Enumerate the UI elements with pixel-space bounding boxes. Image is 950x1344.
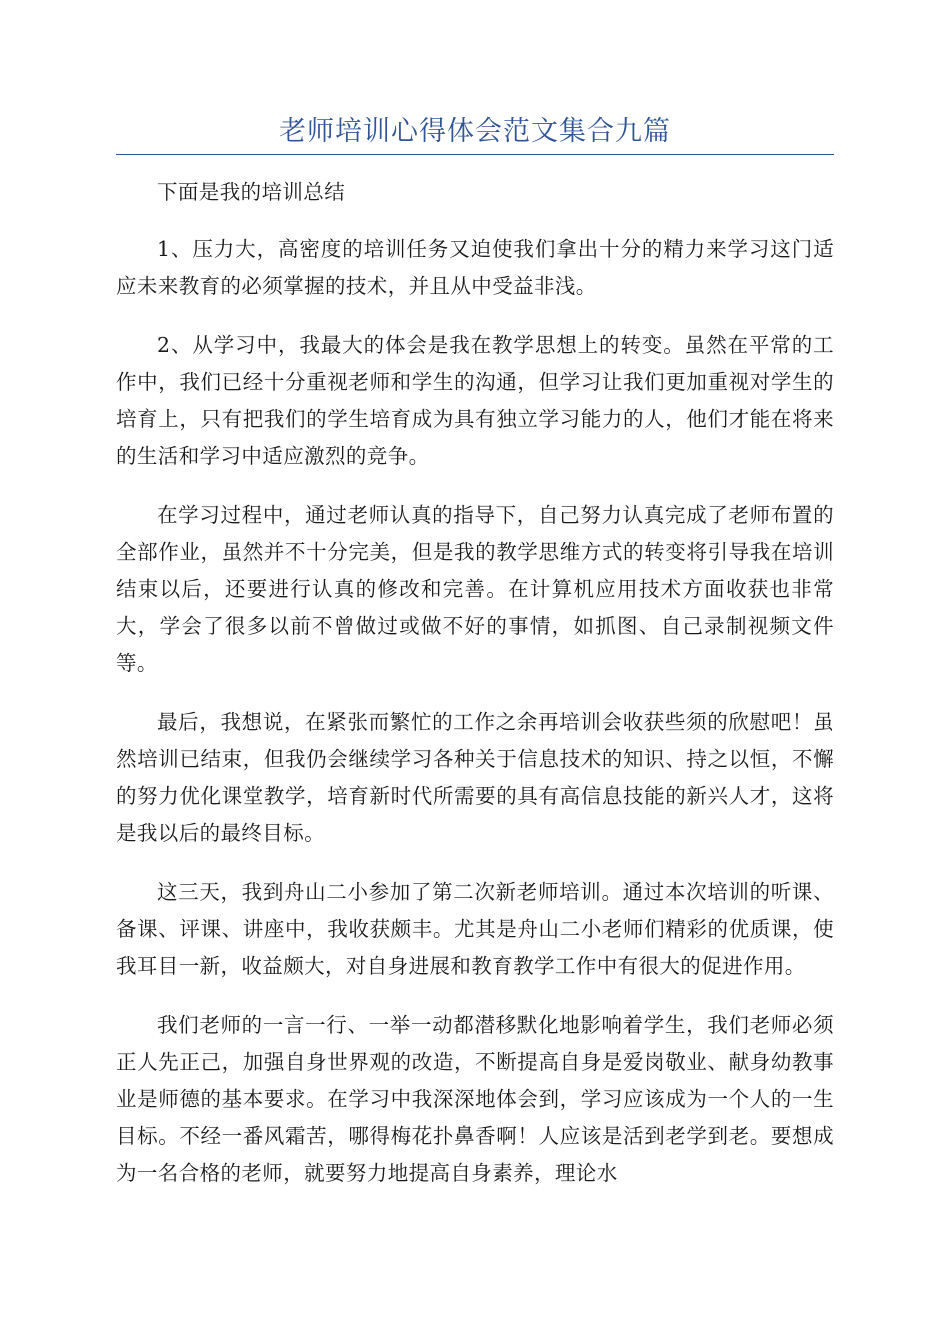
paragraph-3: 在学习过程中，通过老师认真的指导下，自己努力认真完成了老师布置的全部作业，虽然并不十分完美，但是我的教学思维方式的转变将引导我在培训结束以后，还要进行认真的修改和完善。在计算机应用技术方面收获也非常大，学会了很多以前不曾做过或做不好的事情，如抓图、自己录制视频文件等。 [116, 503, 834, 675]
title-underline [116, 154, 834, 155]
paragraph-1: 1、压力大，高密度的培训任务又迫使我们拿出十分的精力来学习这门适应未来教育的必须掌握的技术，并且从中受益非浅。 [116, 237, 834, 298]
document-body [116, 174, 834, 1214]
paragraph-5: 这三天，我到舟山二小参加了第二次新老师培训。通过本次培训的听课、备课、评课、讲座中，我收获颇丰。尤其是舟山二小老师们精彩的优质课，使我耳目一新，收益颇大，对自身进展和教育教学工作中有很大的促进作用。 [116, 880, 834, 978]
paragraph-2: 2、从学习中，我最大的体会是我在教学思想上的转变。虽然在平常的工作中，我们已经十分重视老师和学生的沟通，但学习让我们更加重视对学生的培育上，只有把我们的学生培育成为具有独立学习能力的人，他们才能在将来的生活和学习中适应激烈的竞争。 [116, 333, 834, 468]
paragraph-6: 我们老师的一言一行、一举一动都潜移默化地影响着学生，我们老师必须正人先正己，加强自身世界观的改造，不断提高自身是爱岗敬业、献身幼教事业是师德的基本要求。在学习中我深深地体会到，学习应该成为一个人的一生目标。不经一番风霜苦，哪得梅花扑鼻香啊！人应该是活到老学到老。要想成为一名合格的老师，就要努力地提高自身素养，理论水 [116, 1013, 834, 1185]
document-title: 老师培训心得体会范文集合九篇 [279, 116, 671, 147]
paragraph-4: 最后，我想说，在紧张而繁忙的工作之余再培训会收获些须的欣慰吧！虽然培训已结束，但我仍会继续学习各种关于信息技术的知识、持之以恒，不懈的努力优化课堂教学，培育新时代所需要的具有高信息技能的新兴人才，这将是我以后的最终目标。 [116, 710, 834, 845]
paragraph-intro: 下面是我的培训总结 [157, 180, 346, 204]
